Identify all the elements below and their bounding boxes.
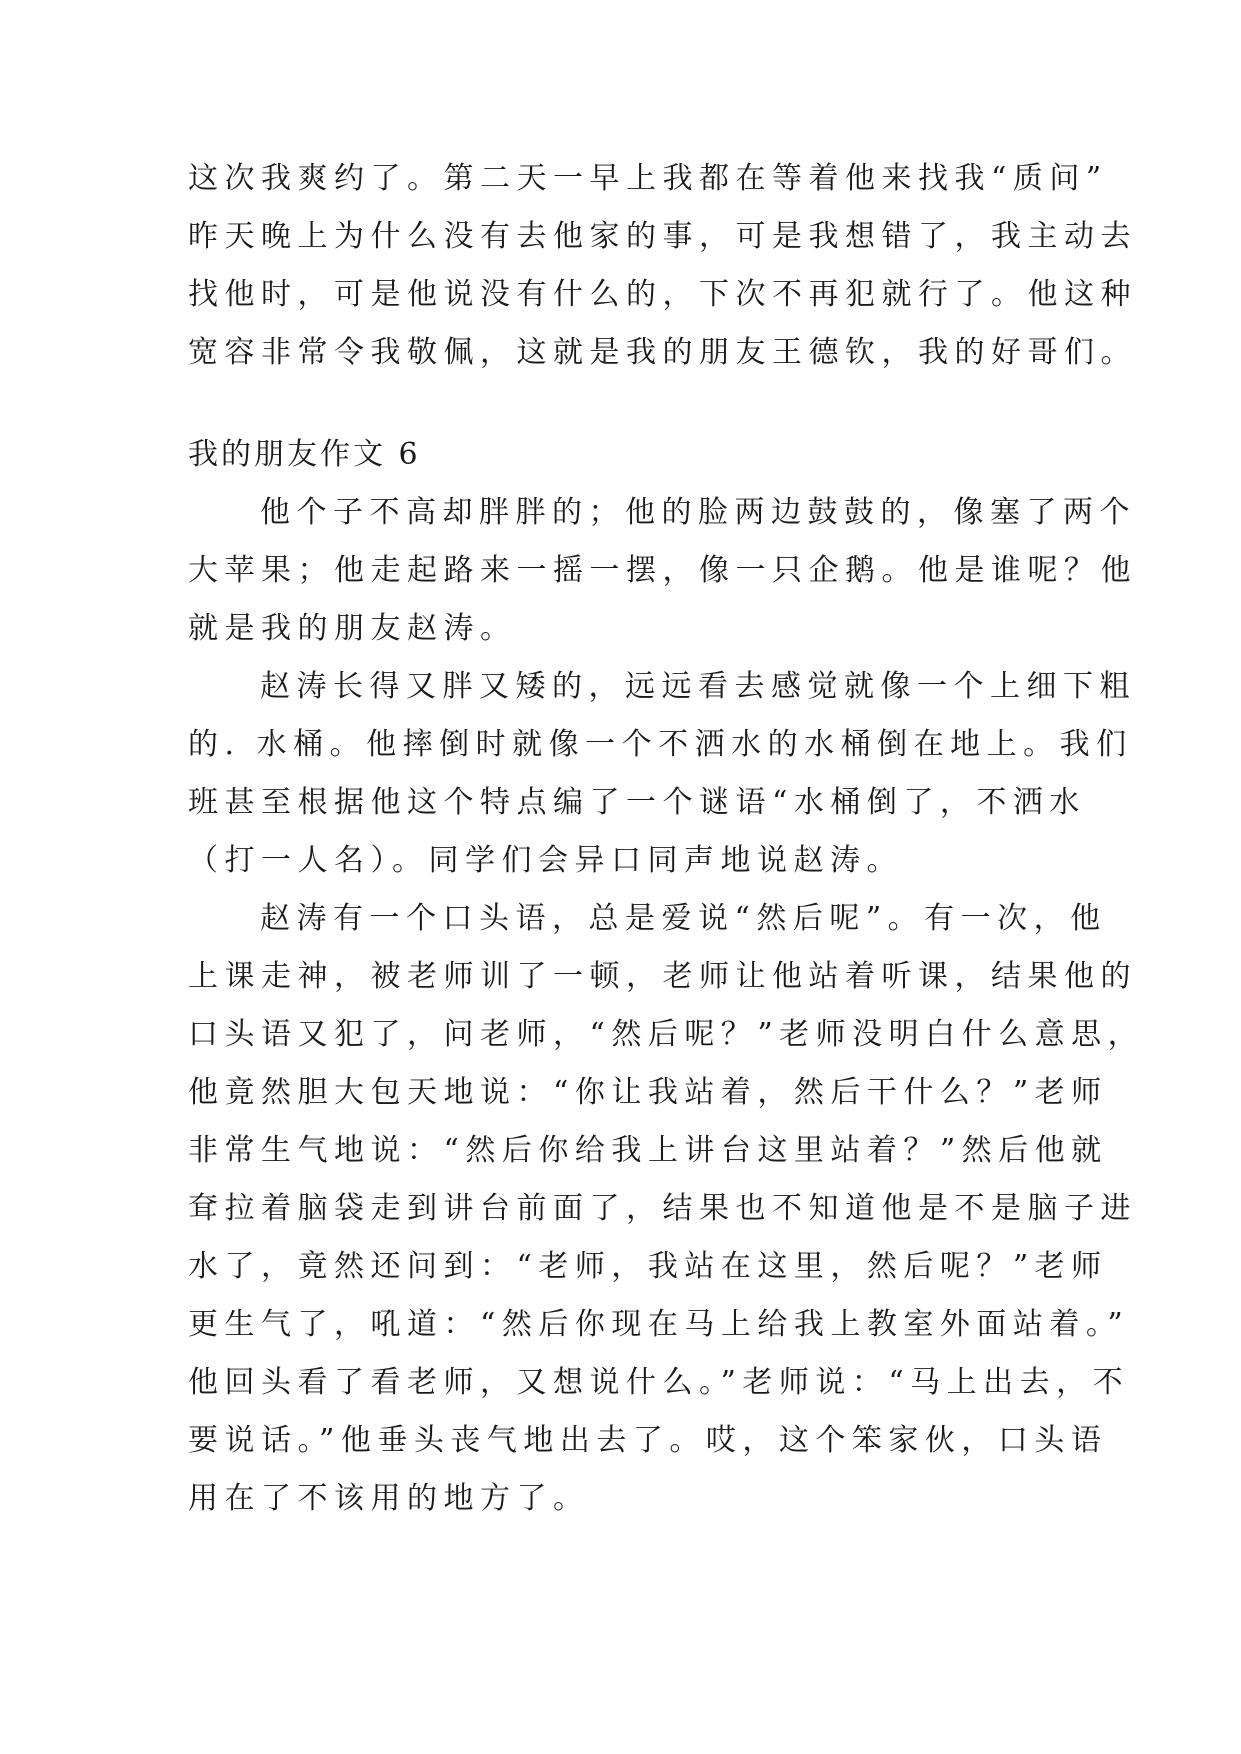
text-line: 耷拉着脑袋走到讲台前面了，结果也不知道他是不是脑子进 xyxy=(188,1191,1137,1226)
text-line: （打一人名）。同学们会异口同声地说赵涛。 xyxy=(188,843,903,878)
text-line: 他个子不高却胖胖的；他的脸两边鼓鼓的，像塞了两个 xyxy=(260,495,1136,530)
text-line: 非常生气地说：“然后你给我上讲台这里站着？”然后他就 xyxy=(188,1133,1108,1168)
text-line: 昨天晚上为什么没有去他家的事，可是我想错了，我主动去 xyxy=(188,219,1137,254)
text-line: 他回头看了看老师，又想说什么。”老师说：“马上出去，不 xyxy=(188,1365,1130,1400)
text-line: 的. 水桶。他摔倒时就像一个不洒水的水桶倒在地上。我们 xyxy=(188,727,1133,762)
intro-paragraph xyxy=(188,150,1137,382)
text-line: 就是我的朋友赵涛。 xyxy=(188,611,517,646)
text-line: 赵涛有一个口头语，总是爱说“然后呢”。有一次，他 xyxy=(260,901,1107,936)
text-line: 班甚至根据他这个特点编了一个谜语“水桶倒了，不洒水 xyxy=(188,785,1086,820)
document-page xyxy=(188,150,1145,1528)
text-line: 口头语又犯了，问老师，“然后呢？”老师没明白什么意思， xyxy=(188,1017,1145,1052)
text-line: 要说话。”他垂头丧气地出去了。哎，这个笨家伙，口头语 xyxy=(188,1423,1108,1458)
text-line: 更生气了，吼道：“然后你现在马上给我上教室外面站着。” xyxy=(188,1307,1130,1342)
text-line: 赵涛长得又胖又矮的，远远看去感觉就像一个上细下粗 xyxy=(260,669,1136,704)
text-line: 上课走神，被老师训了一顿，老师让他站着听课，结果他的 xyxy=(188,959,1137,994)
text-line: 找他时，可是他说没有什么的，下次不再犯就行了。他这种 xyxy=(188,277,1137,312)
text-line: 这次我爽约了。第二天一早上我都在等着他来找我“质问” xyxy=(188,161,1108,196)
paragraph-1 xyxy=(188,484,1137,658)
text-line: 他竟然胆大包天地说：“你让我站着，然后干什么？”老师 xyxy=(188,1075,1108,1110)
paragraph-2 xyxy=(188,658,1136,890)
text-line: 宽容非常令我敬佩，这就是我的朋友王德钦，我的好哥们。 xyxy=(188,335,1137,370)
paragraph-3 xyxy=(188,890,1145,1528)
section-title: 我的朋友作文 6 xyxy=(188,437,421,472)
text-line: 大苹果；他走起路来一摇一摆，像一只企鹅。他是谁呢？他 xyxy=(188,553,1137,588)
text-line: 水了，竟然还问到：“老师，我站在这里，然后呢？”老师 xyxy=(188,1249,1108,1284)
text-line: 用在了不该用的地方了。 xyxy=(188,1481,590,1516)
